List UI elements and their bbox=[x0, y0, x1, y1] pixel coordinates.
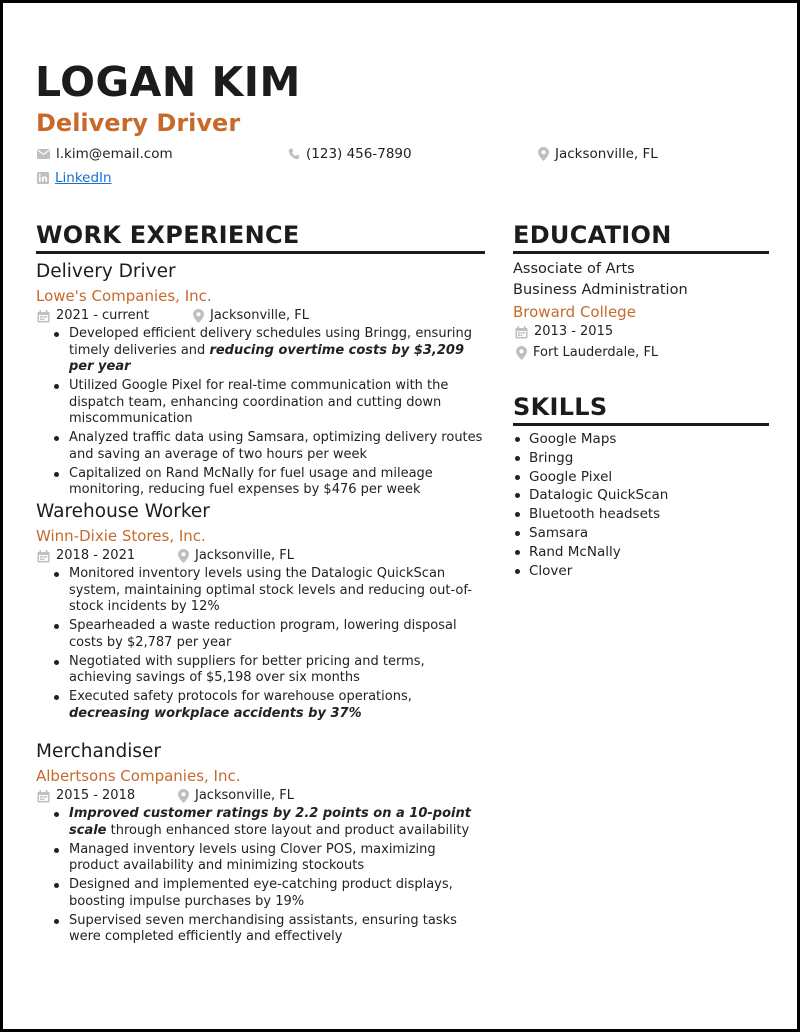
list-item: Spearheaded a waste reduction program, lowering disposal costs by $2,787 per year bbox=[51, 618, 487, 651]
contact-linkedin[interactable] bbox=[37, 169, 112, 187]
work-experience-divider bbox=[36, 251, 485, 254]
education-heading: EDUCATION bbox=[513, 221, 672, 249]
education-field: Business Administration bbox=[513, 282, 688, 298]
skill-item: Rand McNally bbox=[513, 543, 763, 562]
list-item: Developed efficient delivery schedules using Bringg, ensuring timely deliveries and reducing overtime costs by $3,209 per year bbox=[51, 326, 487, 376]
job-location-text: Jacksonville, FL bbox=[195, 548, 294, 563]
phone-text: (123) 456-7890 bbox=[306, 146, 412, 162]
location-pin-icon bbox=[178, 549, 189, 563]
location-text: Jacksonville, FL bbox=[555, 146, 658, 162]
list-item: Analyzed traffic data using Samsara, optimizing delivery routes and saving an average of two hours per week bbox=[51, 430, 487, 463]
job-location-text: Jacksonville, FL bbox=[195, 788, 294, 803]
skills-list bbox=[513, 430, 763, 580]
work-experience-heading: WORK EXPERIENCE bbox=[36, 221, 300, 249]
list-item: Designed and implemented eye-catching product displays, boosting impulse purchases by 19% bbox=[51, 877, 487, 910]
education-dates bbox=[515, 324, 613, 340]
job-location bbox=[193, 308, 309, 324]
calendar-icon bbox=[37, 550, 50, 563]
job-company: Lowe's Companies, Inc. bbox=[36, 287, 212, 305]
candidate-role: Delivery Driver bbox=[36, 109, 241, 137]
list-item: Managed inventory levels using Clover POS, maximizing product availability and minimizing stockouts bbox=[51, 842, 487, 875]
skill-item: Google Maps bbox=[513, 430, 763, 449]
contact-phone bbox=[288, 145, 412, 163]
skills-divider bbox=[513, 423, 769, 426]
phone-icon bbox=[288, 148, 300, 160]
contact-email bbox=[37, 145, 173, 163]
job-location bbox=[178, 548, 294, 564]
skill-item: Bluetooth headsets bbox=[513, 505, 763, 524]
list-item: Negotiated with suppliers for better pricing and terms, achieving savings of $5,198 over six months bbox=[51, 654, 487, 687]
education-location-text: Fort Lauderdale, FL bbox=[533, 345, 659, 360]
job-dates-text: 2021 - current bbox=[56, 308, 149, 323]
education-divider bbox=[513, 251, 769, 254]
job-dates bbox=[37, 788, 135, 804]
skill-item: Datalogic QuickScan bbox=[513, 486, 763, 505]
job-location bbox=[178, 788, 294, 804]
job-location-text: Jacksonville, FL bbox=[210, 308, 309, 323]
job-dates-text: 2015 - 2018 bbox=[56, 788, 136, 803]
skill-item: Bringg bbox=[513, 449, 763, 468]
job-company: Albertsons Companies, Inc. bbox=[36, 767, 241, 785]
email-text: l.kim@email.com bbox=[56, 146, 173, 162]
job-title: Merchandiser bbox=[36, 741, 162, 762]
education-degree: Associate of Arts bbox=[513, 261, 635, 277]
location-pin-icon bbox=[193, 309, 204, 323]
list-item: Monitored inventory levels using the Datalogic QuickScan system, maintaining optimal stock levels and reducing out-of-stock incidents by 12% bbox=[51, 566, 487, 616]
list-item: Executed safety protocols for warehouse operations, decreasing workplace accidents by 37% bbox=[51, 689, 487, 722]
list-item: Improved customer ratings by 2.2 points on a 10-point scale through enhanced store layout and product availability bbox=[51, 806, 487, 839]
skill-item: Clover bbox=[513, 562, 763, 581]
candidate-name: LOGAN KIM bbox=[35, 58, 301, 106]
location-pin-icon bbox=[538, 147, 549, 161]
job-bullets bbox=[51, 566, 487, 725]
education-location bbox=[516, 345, 658, 361]
linkedin-icon bbox=[37, 172, 49, 184]
job-company: Winn-Dixie Stores, Inc. bbox=[36, 527, 206, 545]
skill-item: Google Pixel bbox=[513, 468, 763, 487]
location-pin-icon bbox=[516, 346, 527, 360]
location-pin-icon bbox=[178, 789, 189, 803]
job-dates-text: 2018 - 2021 bbox=[56, 548, 136, 563]
job-bullets bbox=[51, 326, 487, 501]
contact-location bbox=[538, 145, 658, 163]
calendar-icon bbox=[515, 326, 528, 339]
education-dates-text: 2013 - 2015 bbox=[534, 324, 614, 339]
job-bullets bbox=[51, 806, 487, 948]
calendar-icon bbox=[37, 790, 50, 803]
skill-item: Samsara bbox=[513, 524, 763, 543]
job-title: Warehouse Worker bbox=[36, 501, 210, 522]
job-dates bbox=[37, 548, 135, 564]
list-item: Capitalized on Rand McNally for fuel usage and mileage monitoring, reducing fuel expenses by $476 per week bbox=[51, 466, 487, 499]
calendar-icon bbox=[37, 310, 50, 323]
job-title: Delivery Driver bbox=[36, 261, 176, 282]
mail-icon bbox=[37, 149, 50, 159]
list-item: Utilized Google Pixel for real-time communication with the dispatch team, enhancing coordination and cutting down miscommunication bbox=[51, 378, 487, 428]
job-dates bbox=[37, 308, 149, 324]
skills-heading: SKILLS bbox=[513, 393, 608, 421]
linkedin-link[interactable]: LinkedIn bbox=[55, 170, 112, 186]
list-item: Supervised seven merchandising assistants, ensuring tasks were completed efficiently and effectively bbox=[51, 913, 487, 946]
education-school: Broward College bbox=[513, 303, 636, 321]
